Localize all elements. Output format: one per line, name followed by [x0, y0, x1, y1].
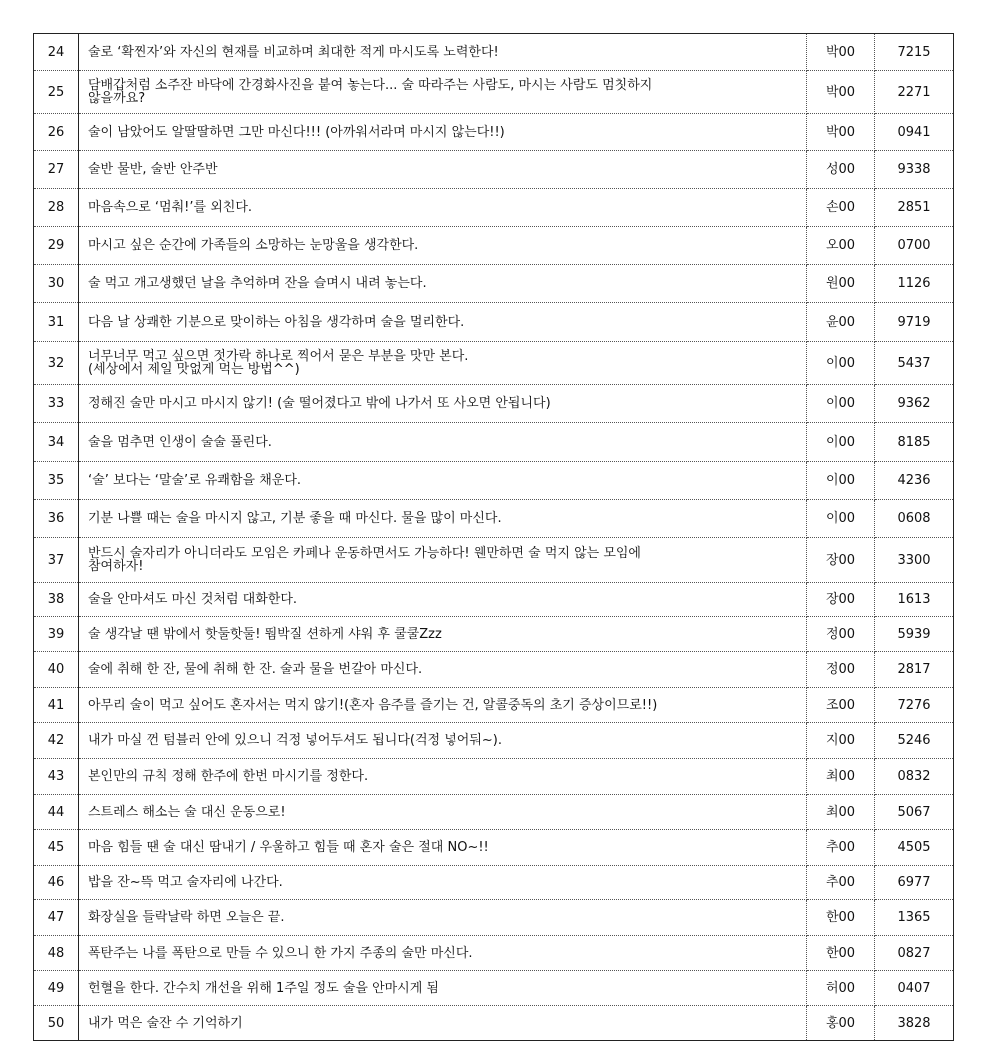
author-name: 조00 — [807, 688, 875, 723]
row-number: 39 — [34, 617, 79, 652]
row-number: 43 — [34, 759, 79, 795]
tip-text — [79, 1006, 807, 1041]
author-code: 8185 — [875, 423, 954, 462]
tip-text-line: 내가 마실 껀 텀블러 안에 있으니 걱정 넣어두셔도 됩니다(걱정 넣어둬~). — [88, 733, 502, 748]
table-row — [34, 759, 954, 795]
author-code: 9362 — [875, 385, 954, 423]
row-number: 33 — [34, 385, 79, 423]
table-row — [34, 652, 954, 688]
row-number: 49 — [34, 971, 79, 1006]
tip-text-line: 스트레스 해소는 술 대신 운동으로! — [88, 804, 286, 820]
table-row — [34, 342, 954, 385]
author-name: 성00 — [807, 151, 875, 189]
table-row — [34, 583, 954, 617]
row-number: 40 — [34, 652, 79, 688]
table-row — [34, 114, 954, 151]
row-number: 45 — [34, 830, 79, 866]
tip-text — [79, 189, 807, 227]
author-code: 9719 — [875, 303, 954, 342]
author-name: 이00 — [807, 342, 875, 385]
tip-text — [79, 423, 807, 462]
tip-text — [79, 652, 807, 688]
table-row — [34, 500, 954, 538]
row-number: 35 — [34, 462, 79, 500]
row-number: 27 — [34, 151, 79, 189]
author-name: 홍00 — [807, 1006, 875, 1041]
author-code: 5437 — [875, 342, 954, 385]
author-name: 이00 — [807, 500, 875, 538]
author-name: 정00 — [807, 652, 875, 688]
author-name: 최00 — [807, 795, 875, 830]
author-code: 3828 — [875, 1006, 954, 1041]
author-name: 원00 — [807, 265, 875, 303]
table-row — [34, 900, 954, 936]
tip-text-line: 술 먹고 개고생했던 날을 추억하며 잔을 슬며시 내려 놓는다. — [88, 276, 427, 291]
author-name: 이00 — [807, 385, 875, 423]
row-number: 44 — [34, 795, 79, 830]
document-page — [33, 33, 953, 1041]
author-name: 박00 — [807, 34, 875, 71]
tip-text — [79, 265, 807, 303]
author-name: 오00 — [807, 227, 875, 265]
author-code: 0608 — [875, 500, 954, 538]
row-number: 41 — [34, 688, 79, 723]
table-row — [34, 936, 954, 971]
table-row — [34, 617, 954, 652]
table-row — [34, 971, 954, 1006]
tip-text — [79, 830, 807, 866]
author-code: 1613 — [875, 583, 954, 617]
author-name: 박00 — [807, 71, 875, 114]
tip-text — [79, 583, 807, 617]
table-row — [34, 189, 954, 227]
tip-text — [79, 227, 807, 265]
author-code: 1365 — [875, 900, 954, 936]
tip-text-line: 마음속으로 ‘멈춰!’를 외친다. — [88, 200, 253, 215]
row-number: 50 — [34, 1006, 79, 1041]
table-row — [34, 151, 954, 189]
table-row — [34, 723, 954, 759]
tip-text — [79, 500, 807, 538]
tip-text-line: 술로 ‘확찐자’와 자신의 현재를 비교하며 최대한 적게 마시도록 노력한다! — [88, 44, 499, 60]
row-number: 28 — [34, 189, 79, 227]
author-code: 3300 — [875, 538, 954, 583]
author-code: 2817 — [875, 652, 954, 688]
tip-text — [79, 900, 807, 936]
tip-text — [79, 538, 807, 583]
row-number: 25 — [34, 71, 79, 114]
author-name: 박00 — [807, 114, 875, 151]
author-code: 9338 — [875, 151, 954, 189]
tip-text-line: 술에 취해 한 잔, 물에 취해 한 잔. 술과 물을 번갈아 마신다. — [88, 662, 423, 677]
tip-text — [79, 936, 807, 971]
tip-text-line: 헌혈을 한다. 간수치 개선을 위해 1주일 정도 술을 안마시게 됨 — [88, 980, 439, 996]
row-number: 36 — [34, 500, 79, 538]
author-name: 장00 — [807, 538, 875, 583]
tip-text — [79, 866, 807, 900]
author-code: 5246 — [875, 723, 954, 759]
table-row — [34, 1006, 954, 1041]
tip-text-line: 기분 나쁠 때는 술을 마시지 않고, 기분 좋을 때 마신다. 물을 많이 마신다. — [88, 511, 502, 526]
author-code: 0832 — [875, 759, 954, 795]
table-row — [34, 303, 954, 342]
table-row — [34, 462, 954, 500]
table-row — [34, 71, 954, 114]
tip-text-line: 않을까요? — [88, 91, 146, 106]
tip-text-line: 본인만의 규칙 정해 한주에 한번 마시기를 정한다. — [88, 769, 369, 784]
table-row — [34, 423, 954, 462]
author-name: 한00 — [807, 900, 875, 936]
tip-text-line: 술이 남았어도 알딸딸하면 그만 마신다!!! (아까워서라며 마시지 않는다!!) — [88, 124, 505, 140]
tip-text-line: 참여하자! — [88, 559, 144, 574]
tip-text-line: 아무리 술이 먹고 싶어도 혼자서는 먹지 않기!(혼자 음주를 즐기는 건, 알콜중독의 초기 증상이므로!!) — [88, 697, 658, 713]
tip-text-line: 술을 안마셔도 마신 것처럼 대화한다. — [88, 592, 298, 607]
tip-text — [79, 34, 807, 71]
tip-text — [79, 723, 807, 759]
tip-text — [79, 385, 807, 423]
author-code: 4505 — [875, 830, 954, 866]
row-number: 32 — [34, 342, 79, 385]
author-name: 최00 — [807, 759, 875, 795]
tip-text — [79, 151, 807, 189]
table-row — [34, 385, 954, 423]
table-row — [34, 795, 954, 830]
author-name: 손00 — [807, 189, 875, 227]
author-code: 0941 — [875, 114, 954, 151]
author-code: 0700 — [875, 227, 954, 265]
tip-text-line: 다음 날 상쾌한 기분으로 맞이하는 아침을 생각하며 술을 멀리한다. — [88, 314, 465, 330]
table-row — [34, 538, 954, 583]
author-name: 정00 — [807, 617, 875, 652]
row-number: 47 — [34, 900, 79, 936]
table-row — [34, 265, 954, 303]
author-name: 추00 — [807, 830, 875, 866]
tip-text — [79, 303, 807, 342]
tip-text — [79, 795, 807, 830]
table-row — [34, 830, 954, 866]
tip-text — [79, 462, 807, 500]
row-number: 30 — [34, 265, 79, 303]
tip-text-line: 담배갑처럼 소주잔 바닥에 간경화사진을 붙여 놓는다... 술 따라주는 사람도, 마시는 사람도 멈칫하지 — [88, 78, 653, 93]
tip-text — [79, 617, 807, 652]
row-number: 37 — [34, 538, 79, 583]
author-code: 1126 — [875, 265, 954, 303]
author-name: 한00 — [807, 936, 875, 971]
author-code: 6977 — [875, 866, 954, 900]
author-name: 윤00 — [807, 303, 875, 342]
row-number: 34 — [34, 423, 79, 462]
author-name: 이00 — [807, 423, 875, 462]
tip-text-line: 반드시 술자리가 아니더라도 모임은 카페나 운동하면서도 가능하다! 웬만하면 술 먹지 않는 모임에 — [88, 546, 641, 561]
tip-text-line: 내가 먹은 술잔 수 기억하기 — [88, 1015, 243, 1031]
tip-text-line: (세상에서 제일 맛없게 먹는 방법^^) — [88, 362, 300, 377]
author-code: 5067 — [875, 795, 954, 830]
tip-text — [79, 759, 807, 795]
tip-text-line: 폭탄주는 나를 폭탄으로 만들 수 있으니 한 가지 주종의 술만 마신다. — [88, 945, 473, 961]
row-number: 46 — [34, 866, 79, 900]
author-code: 0407 — [875, 971, 954, 1006]
tip-text — [79, 71, 807, 114]
author-name: 허00 — [807, 971, 875, 1006]
tip-text-line: 마음 힘들 땐 술 대신 땀내기 / 우울하고 힘들 때 혼자 술은 절대 NO~!! — [88, 840, 489, 855]
tip-text-line: ‘술’ 보다는 ‘말술’로 유쾌함을 채운다. — [88, 473, 302, 488]
author-code: 5939 — [875, 617, 954, 652]
row-number: 29 — [34, 227, 79, 265]
tip-text-line: 화장실을 들락날락 하면 오늘은 끝. — [88, 910, 285, 925]
tip-text-line: 너무너무 먹고 싶으면 젓가락 하나로 찍어서 묻은 부분을 맛만 본다. — [88, 349, 469, 364]
table-row — [34, 34, 954, 71]
tip-text-line: 정해진 술만 마시고 마시지 않기! (술 떨어졌다고 밖에 나가서 또 사오면 안됩니다) — [88, 396, 551, 411]
row-number: 24 — [34, 34, 79, 71]
table-row — [34, 227, 954, 265]
table-row — [34, 688, 954, 723]
row-number: 26 — [34, 114, 79, 151]
tip-text-line: 밥을 잔~뜩 먹고 술자리에 나간다. — [88, 875, 283, 890]
row-number: 31 — [34, 303, 79, 342]
author-code: 7215 — [875, 34, 954, 71]
tip-text-line: 술반 물반, 술반 안주반 — [88, 162, 218, 177]
author-name: 장00 — [807, 583, 875, 617]
tip-text-line: 술을 멈추면 인생이 술술 풀린다. — [88, 434, 272, 450]
row-number: 38 — [34, 583, 79, 617]
tip-text-line: 마시고 싶은 순간에 가족들의 소망하는 눈망울을 생각한다. — [88, 238, 419, 253]
tip-text — [79, 114, 807, 151]
table-row — [34, 866, 954, 900]
author-code: 4236 — [875, 462, 954, 500]
author-code: 2271 — [875, 71, 954, 114]
tip-text — [79, 971, 807, 1006]
tip-text — [79, 342, 807, 385]
author-name: 이00 — [807, 462, 875, 500]
tip-text — [79, 688, 807, 723]
tips-table — [33, 33, 954, 1041]
author-code: 2851 — [875, 189, 954, 227]
author-code: 0827 — [875, 936, 954, 971]
author-name: 추00 — [807, 866, 875, 900]
author-name: 지00 — [807, 723, 875, 759]
tips-table-body — [34, 34, 954, 1041]
author-code: 7276 — [875, 688, 954, 723]
tip-text-line: 술 생각날 땐 밖에서 핫둘핫둘! 뛈박질 션하게 샤워 후 쿨쿨Zzz — [88, 626, 442, 642]
row-number: 48 — [34, 936, 79, 971]
row-number: 42 — [34, 723, 79, 759]
